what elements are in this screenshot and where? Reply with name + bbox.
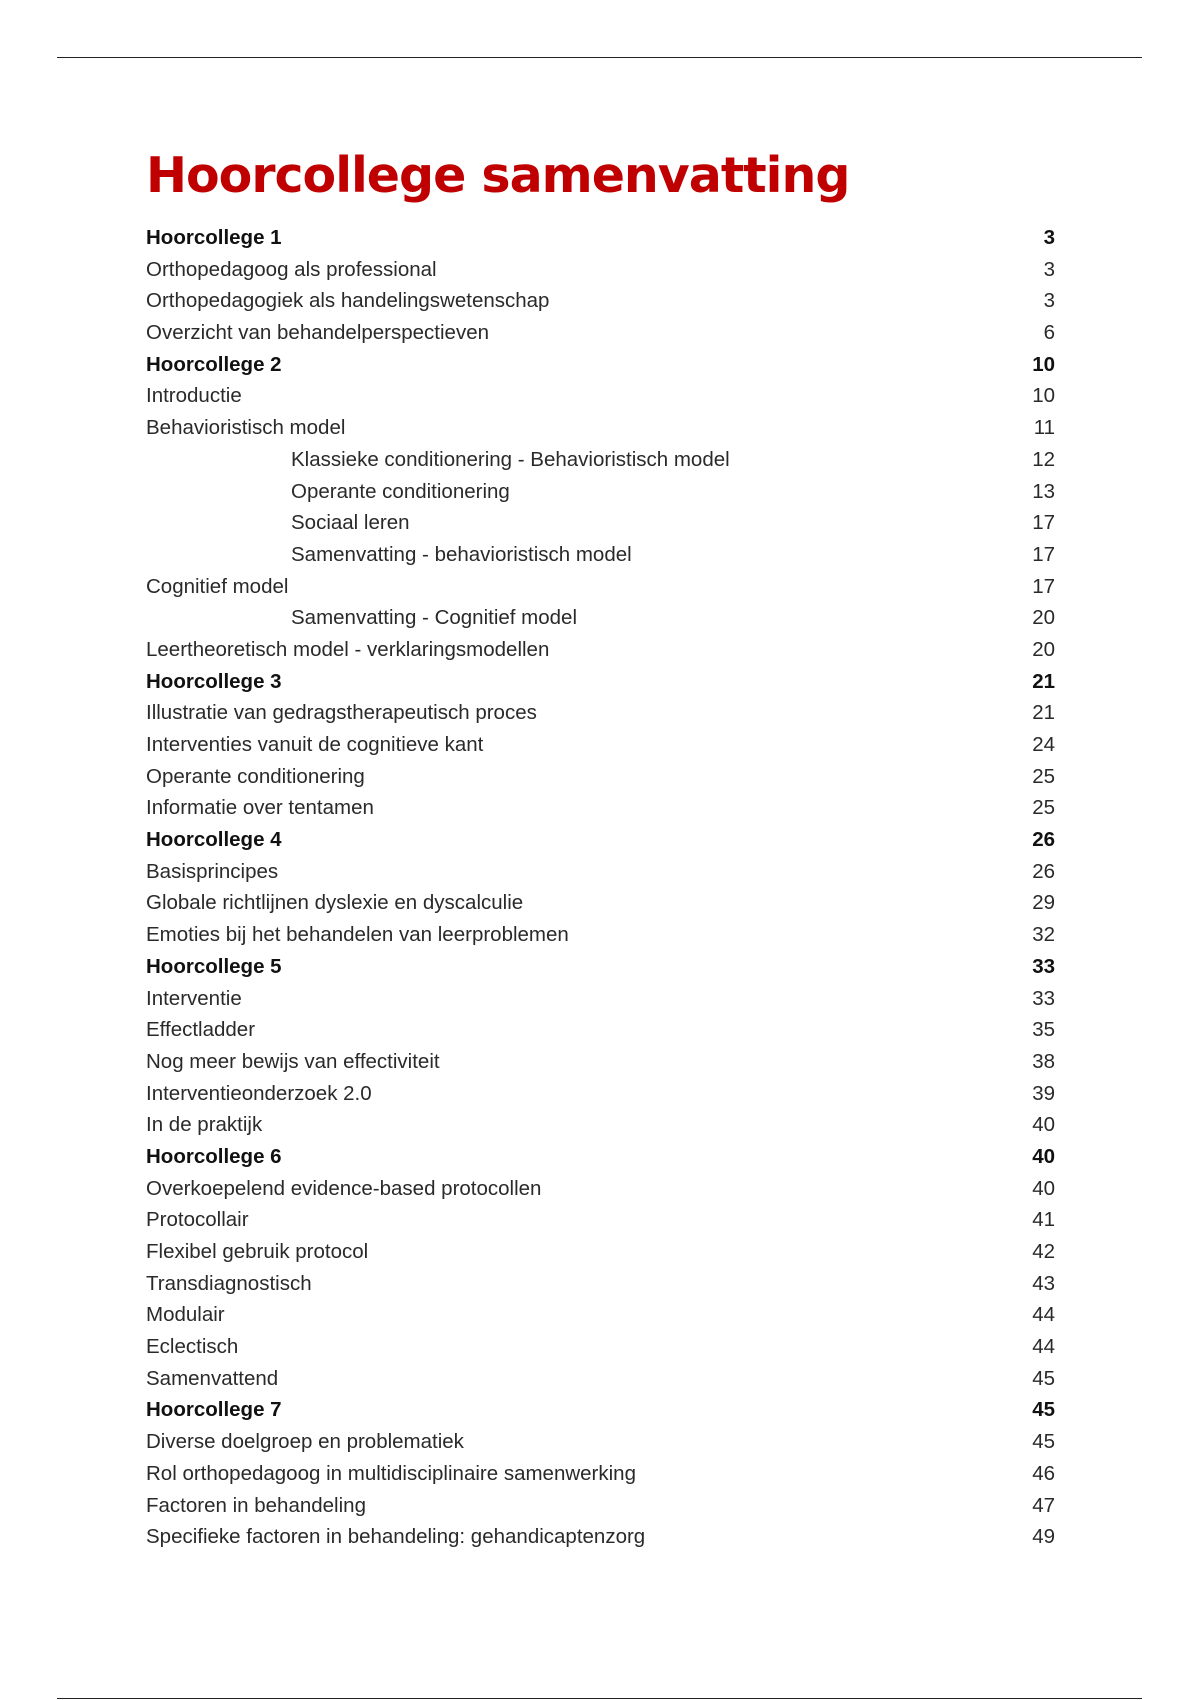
toc-entry[interactable]	[146, 412, 1055, 444]
toc-entry-label: Orthopedagoog als professional	[146, 257, 437, 281]
toc-entry[interactable]	[146, 1046, 1055, 1078]
toc-entry-label: Nog meer bewijs van effectiviteit	[146, 1049, 440, 1073]
toc-entry-label: Sociaal leren	[291, 511, 410, 535]
toc-entry-label: Hoorcollege 4	[146, 828, 282, 852]
toc-entry[interactable]	[146, 983, 1055, 1015]
toc-entry[interactable]	[146, 697, 1055, 729]
toc-entry-label: Factoren in behandeling	[146, 1493, 366, 1517]
toc-entry[interactable]	[146, 634, 1055, 666]
toc-entry-page-number: 20	[1032, 637, 1055, 661]
toc-entry[interactable]	[146, 729, 1055, 761]
toc-entry[interactable]	[146, 1236, 1055, 1268]
toc-entry-label: Protocollair	[146, 1208, 249, 1232]
toc-entry[interactable]	[146, 571, 1055, 603]
toc-entry-page-number: 41	[1032, 1208, 1055, 1232]
toc-entry-page-number: 44	[1032, 1335, 1055, 1359]
toc-entry[interactable]	[146, 887, 1055, 919]
toc-entry[interactable]	[146, 1458, 1055, 1490]
toc-entry-page-number: 45	[1032, 1366, 1055, 1390]
toc-entry[interactable]	[146, 1173, 1055, 1205]
toc-entry-page-number: 20	[1032, 606, 1055, 630]
toc-entry-label: Effectladder	[146, 1018, 256, 1042]
toc-entry[interactable]	[146, 602, 1055, 634]
toc-entry-page-number: 45	[1032, 1430, 1055, 1454]
toc-entry-label: Hoorcollege 2	[146, 352, 282, 376]
toc-entry-label: Hoorcollege 3	[146, 669, 282, 693]
toc-entry[interactable]	[146, 380, 1055, 412]
toc-entry-label: Diverse doelgroep en problematiek	[146, 1430, 464, 1454]
toc-entry[interactable]	[146, 1490, 1055, 1522]
toc-entry-label: Overzicht van behandelperspectieven	[146, 321, 490, 345]
toc-entry-page-number: 11	[1033, 416, 1055, 440]
toc-entry-page-number: 17	[1032, 511, 1055, 535]
toc-entry-page-number: 21	[1032, 701, 1055, 725]
toc-entry[interactable]	[146, 285, 1055, 317]
toc-entry-label: Introductie	[146, 384, 242, 408]
toc-entry-label: Klassieke conditionering - Behavioristisch model	[291, 447, 730, 471]
toc-entry-page-number: 3	[1043, 226, 1055, 249]
toc-entry-page-number: 42	[1032, 1240, 1055, 1263]
toc-entry-label: Interventie	[146, 986, 242, 1010]
toc-entry-page-number: 43	[1032, 1271, 1055, 1295]
toc-entry-page-number: 40	[1032, 1113, 1055, 1137]
toc-entry-page-number: 35	[1032, 1018, 1055, 1042]
toc-entry[interactable]	[146, 1078, 1055, 1110]
toc-entry[interactable]	[146, 317, 1055, 349]
footer-rule	[57, 1698, 1142, 1699]
toc-entry[interactable]	[146, 1204, 1055, 1236]
toc-entry-label: Basisprincipes	[146, 859, 279, 883]
toc-entry[interactable]	[146, 1109, 1055, 1141]
toc-entry[interactable]	[146, 761, 1055, 793]
toc-entry[interactable]	[146, 1394, 1055, 1426]
toc-entry[interactable]	[146, 1363, 1055, 1395]
toc-entry-label: Samenvatting - behavioristisch model	[291, 542, 632, 566]
toc-entry-label: Interventies vanuit de cognitieve kant	[146, 733, 484, 756]
toc-entry-page-number: 25	[1032, 764, 1055, 788]
toc-entry-page-number: 24	[1032, 733, 1055, 756]
toc-entry-page-number: 40	[1032, 1176, 1055, 1200]
toc-entry[interactable]	[146, 666, 1055, 698]
toc-entry-label: Flexibel gebruik protocol	[146, 1240, 369, 1263]
toc-entry-label: Orthopedagogiek als handelingswetenschap	[146, 289, 550, 313]
toc-entry-label: Behavioristisch model	[146, 416, 346, 440]
toc-entry[interactable]	[146, 1426, 1055, 1458]
toc-entry-label: Illustratie van gedragstherapeutisch proces	[146, 701, 537, 725]
toc-entry[interactable]	[146, 1331, 1055, 1363]
toc-entry-page-number: 3	[1043, 257, 1055, 281]
toc-entry-label: Hoorcollege 5	[146, 954, 282, 978]
toc-entry-label: Globale richtlijnen dyslexie en dyscalculie	[146, 891, 524, 915]
toc-entry-label: Operante conditionering	[146, 764, 365, 788]
toc-entry-page-number: 45	[1032, 1398, 1055, 1422]
toc-entry-page-number: 47	[1032, 1493, 1055, 1517]
toc-entry[interactable]	[146, 444, 1055, 476]
toc-entry[interactable]	[146, 476, 1055, 508]
toc-entry-page-number: 13	[1032, 479, 1055, 503]
toc-entry-label: Overkoepelend evidence-based protocollen	[146, 1176, 542, 1200]
toc-entry-page-number: 10	[1032, 384, 1055, 408]
toc-entry-page-number: 44	[1032, 1303, 1055, 1327]
toc-entry-page-number: 32	[1032, 923, 1055, 947]
toc-entry-label: Hoorcollege 1	[146, 226, 282, 249]
toc-entry[interactable]	[146, 1299, 1055, 1331]
toc-entry-page-number: 46	[1032, 1461, 1055, 1485]
toc-entry-page-number: 25	[1032, 796, 1055, 820]
toc-entry-label: Rol orthopedagoog in multidisciplinaire samenwerking	[146, 1461, 636, 1485]
toc-entry-label: Operante conditionering	[291, 479, 510, 503]
toc-entry-label: Samenvatting - Cognitief model	[291, 606, 578, 630]
toc-entry-page-number: 29	[1032, 891, 1055, 915]
toc-entry[interactable]	[146, 856, 1055, 888]
toc-entry-page-number: 40	[1032, 1144, 1055, 1168]
page-title: Hoorcollege samenvatting	[146, 147, 850, 204]
toc-entry-label: Interventieonderzoek 2.0	[146, 1081, 372, 1105]
toc-entry-page-number: 33	[1032, 986, 1055, 1010]
toc-entry[interactable]	[146, 919, 1055, 951]
toc-entry-label: In de praktijk	[146, 1113, 263, 1137]
toc-entry-page-number: 33	[1032, 954, 1055, 978]
toc-entry[interactable]	[146, 254, 1055, 286]
toc-entry-page-number: 10	[1032, 352, 1055, 376]
toc-entry-page-number: 6	[1043, 321, 1055, 345]
toc-entry-page-number: 21	[1032, 669, 1055, 693]
toc-entry[interactable]	[146, 1268, 1055, 1300]
toc-entry-page-number: 26	[1032, 828, 1055, 852]
toc-entry-page-number: 17	[1032, 574, 1055, 598]
toc-entry[interactable]	[146, 539, 1055, 571]
toc-entry-label: Modulair	[146, 1303, 225, 1327]
toc-entry[interactable]	[146, 1521, 1055, 1553]
header-rule	[57, 57, 1142, 58]
toc-entry[interactable]	[146, 824, 1055, 856]
toc-entry[interactable]	[146, 951, 1055, 983]
toc-entry-label: Hoorcollege 7	[146, 1398, 282, 1422]
toc-entry-label: Specifieke factoren in behandeling: gehandicaptenzorg	[146, 1525, 646, 1549]
toc-entry-label: Transdiagnostisch	[146, 1271, 312, 1295]
toc-entry[interactable]	[146, 507, 1055, 539]
toc-entry-label: Samenvattend	[146, 1366, 279, 1390]
toc-entry-page-number: 17	[1032, 542, 1055, 566]
toc-entry-page-number: 39	[1032, 1081, 1055, 1105]
toc-entry-label: Eclectisch	[146, 1335, 239, 1359]
toc-entry[interactable]	[146, 222, 1055, 254]
toc-entry[interactable]	[146, 349, 1055, 381]
toc-entry-label: Leertheoretisch model - verklaringsmodellen	[146, 637, 550, 661]
toc-entry-page-number: 3	[1043, 289, 1055, 313]
toc-entry[interactable]	[146, 1141, 1055, 1173]
toc-entry-label: Hoorcollege 6	[146, 1144, 282, 1168]
table-of-contents	[146, 222, 1055, 1553]
toc-entry-label: Emoties bij het behandelen van leerproblemen	[146, 923, 569, 947]
toc-entry-page-number: 26	[1032, 859, 1055, 883]
toc-entry-label: Cognitief model	[146, 574, 289, 598]
toc-entry[interactable]	[146, 1014, 1055, 1046]
toc-entry-label: Informatie over tentamen	[146, 796, 374, 820]
toc-entry[interactable]	[146, 792, 1055, 824]
toc-entry-page-number: 49	[1032, 1525, 1055, 1549]
toc-entry-page-number: 12	[1032, 447, 1055, 471]
toc-entry-page-number: 38	[1032, 1049, 1055, 1073]
